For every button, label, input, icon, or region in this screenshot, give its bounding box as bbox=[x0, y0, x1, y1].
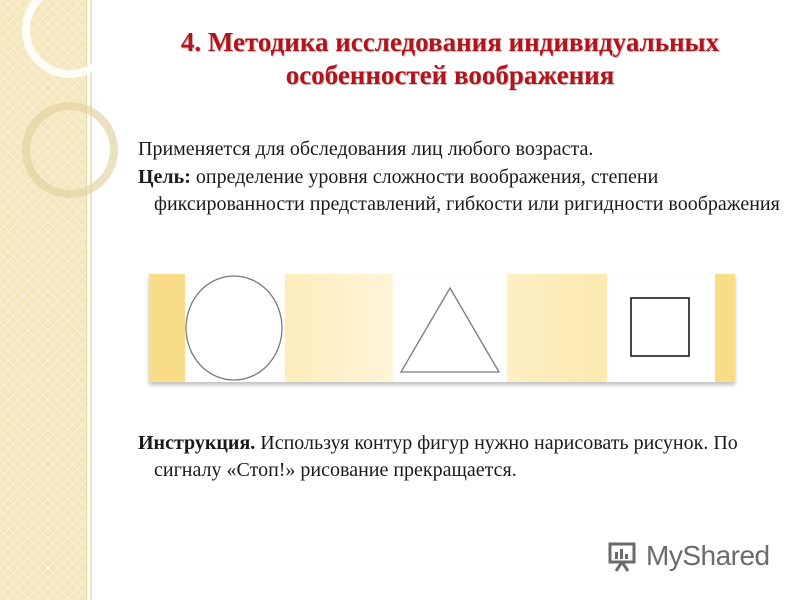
goal-text: определение уровня сложности воображения, степени фиксированности представлений, гибкости или ригидности воображения bbox=[154, 166, 780, 215]
triangle-icon bbox=[393, 274, 507, 382]
figures-strip bbox=[149, 274, 735, 382]
title-line-1: 4. Методика исследования индивидуальных bbox=[180, 27, 720, 57]
instruction-text: Используя контур фигур нужно нарисовать рисунок. По сигналу «Стоп!» рисование прекращается. bbox=[154, 432, 738, 481]
square-icon bbox=[607, 274, 715, 382]
triangle-panel bbox=[393, 274, 507, 382]
strip-left-end bbox=[149, 274, 185, 382]
square-panel bbox=[607, 274, 715, 382]
circle-icon bbox=[185, 274, 285, 382]
goal-label: Цель: bbox=[138, 166, 191, 188]
intro-paragraph: Применяется для обследования лиц любого возраста. bbox=[138, 138, 594, 160]
slide-title bbox=[110, 26, 790, 92]
presentation-board-icon bbox=[606, 538, 642, 574]
goal-paragraph bbox=[138, 164, 794, 218]
strip-right-end bbox=[715, 274, 735, 382]
watermark-text: MyShared bbox=[646, 540, 770, 571]
title-line-2: особенностей воображения bbox=[285, 60, 615, 90]
circle-panel bbox=[185, 274, 285, 382]
instruction-label: Инструкция. bbox=[138, 432, 256, 454]
instruction-paragraph bbox=[138, 430, 794, 484]
myshared-watermark bbox=[606, 536, 770, 576]
